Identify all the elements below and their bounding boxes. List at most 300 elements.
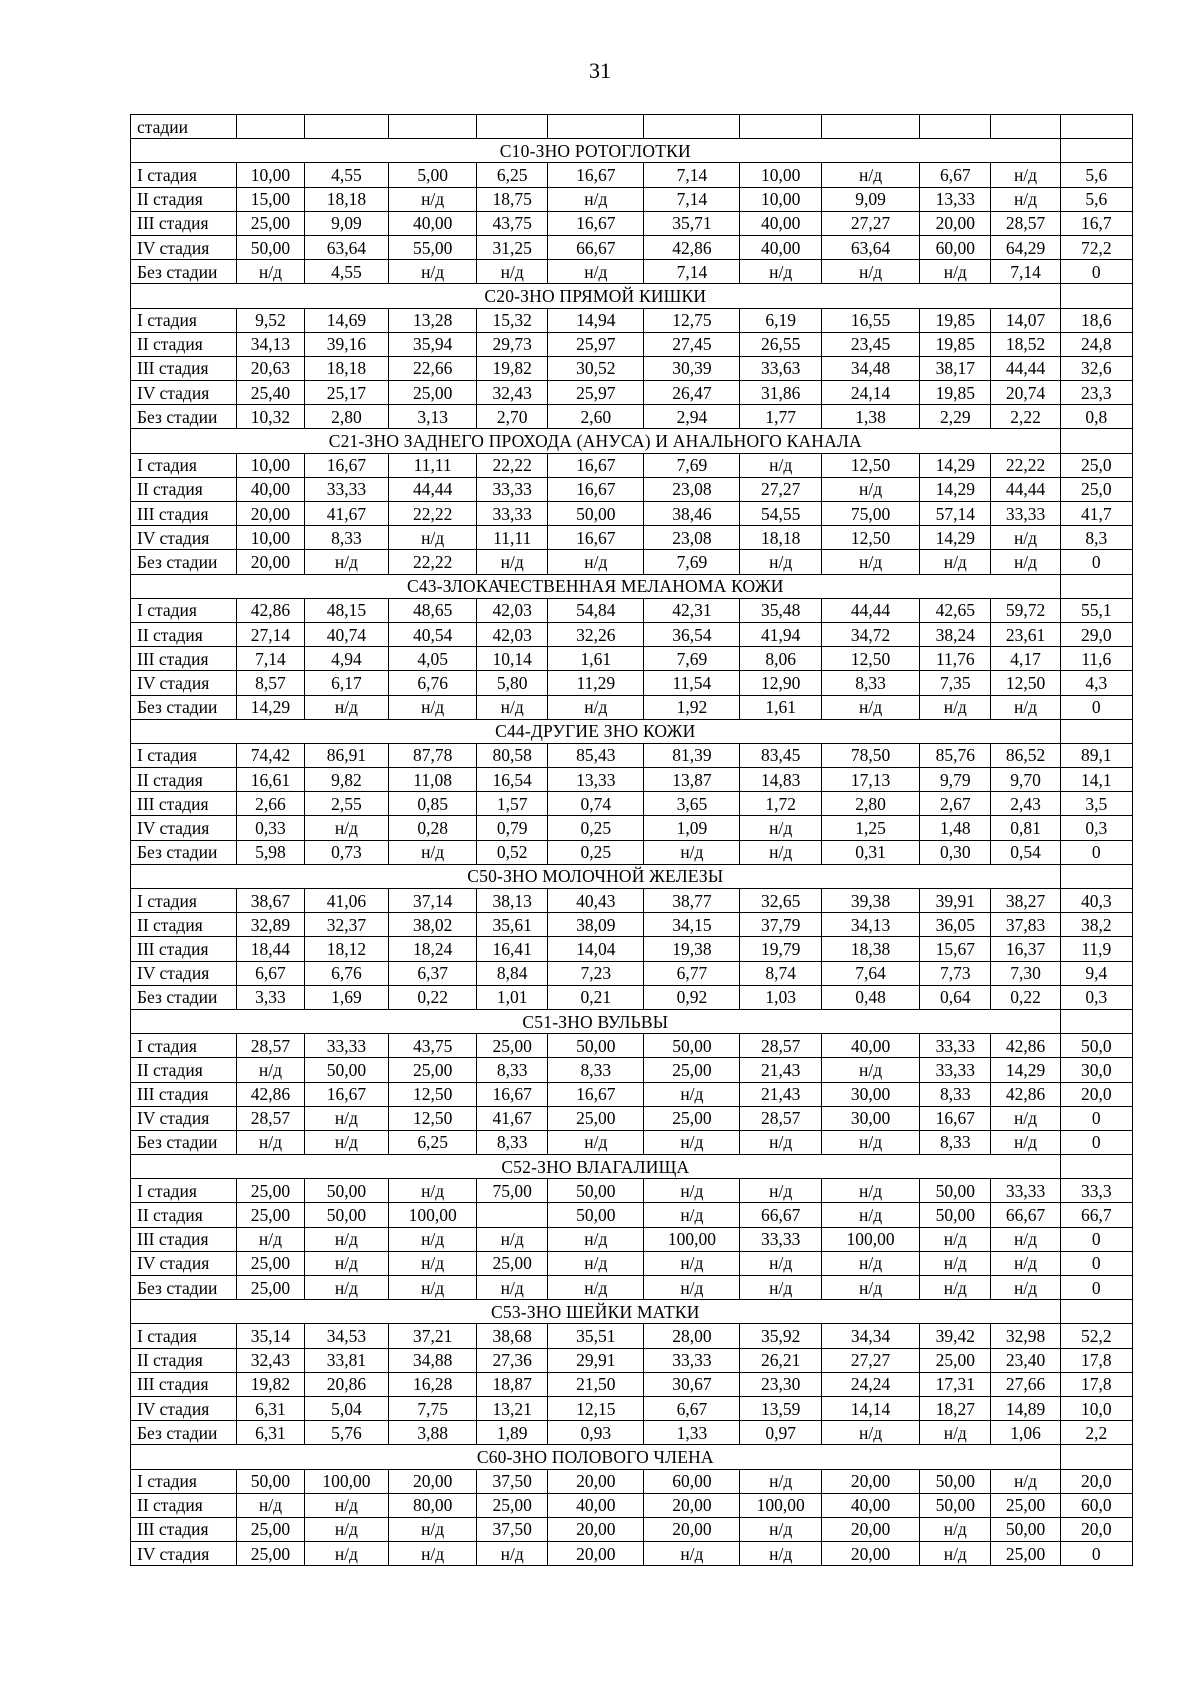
table-row [131,1493,1133,1517]
table-row [131,889,1133,913]
table-row [131,260,1133,284]
table-cell: 100,00 [822,1227,920,1251]
table-cell: 23,40 [991,1348,1060,1372]
table-cell: 8,33 [920,1082,991,1106]
table-cell: 25,0 [1060,477,1132,501]
table-cell: 27,45 [644,332,740,356]
table-cell: 7,14 [237,647,304,671]
table-cell: н/д [920,1517,991,1541]
table-cell: 0,28 [389,816,477,840]
table-cell: 14,04 [548,937,644,961]
table-cell: 1,48 [920,816,991,840]
table-cell: н/д [740,840,822,864]
table-cell: 43,75 [477,211,548,235]
table-cell: 40,54 [389,622,477,646]
table-cell: 42,65 [920,598,991,622]
table-row [131,405,1133,429]
table-row [131,187,1133,211]
row-label: стадии [131,115,237,139]
table-cell: 33,33 [304,477,389,501]
table-cell: н/д [389,1251,477,1275]
table-cell: 22,22 [991,453,1060,477]
row-label: II стадия [131,187,237,211]
table-cell: 39,91 [920,889,991,913]
row-label: IV стадия [131,816,237,840]
table-cell: 35,94 [389,332,477,356]
table-cell: 4,55 [304,260,389,284]
table-cell: 33,63 [740,356,822,380]
table-cell: 31,86 [740,381,822,405]
table-cell: 38,77 [644,889,740,913]
table-cell: 8,57 [237,671,304,695]
table-cell: 33,33 [740,1227,822,1251]
table-cell: 14,14 [822,1396,920,1420]
table-cell: 13,33 [920,187,991,211]
table-cell: 13,21 [477,1396,548,1420]
table-cell: 22,66 [389,356,477,380]
table-cell: 24,8 [1060,332,1132,356]
table-cell: 12,15 [548,1396,644,1420]
table-cell: 42,86 [644,235,740,259]
table-cell: 20,00 [548,1542,644,1566]
row-label: IV стадия [131,1106,237,1130]
table-cell: н/д [548,187,644,211]
table-cell: 11,11 [389,453,477,477]
table-cell: 23,3 [1060,381,1132,405]
table-cell: 12,75 [644,308,740,332]
table-cell: 85,76 [920,743,991,767]
table-row [131,477,1133,501]
table-cell: 8,33 [920,1130,991,1154]
table-cell: 42,86 [991,1082,1060,1106]
table-cell: 50,00 [920,1179,991,1203]
table-cell: 100,00 [304,1469,389,1493]
table-cell: 20,00 [920,211,991,235]
table-cell: 40,74 [304,622,389,646]
table-row [131,622,1133,646]
table-cell: 23,61 [991,622,1060,646]
table-cell: 41,67 [304,502,389,526]
table-cell: 37,79 [740,913,822,937]
table-cell: 28,57 [740,1034,822,1058]
table-cell: 34,48 [822,356,920,380]
table-cell: 10,00 [237,526,304,550]
table-cell: 18,44 [237,937,304,961]
table-cell: 33,33 [991,1179,1060,1203]
table-cell: 16,67 [304,453,389,477]
table-cell: 14,69 [304,308,389,332]
table-cell: 22,22 [389,550,477,574]
section-header-row [131,864,1133,888]
table-cell: 3,5 [1060,792,1132,816]
table-cell: 16,67 [548,453,644,477]
table-cell: 6,25 [477,163,548,187]
table-row [131,356,1133,380]
table-cell: 25,40 [237,381,304,405]
table-cell: 38,68 [477,1324,548,1348]
table-cell: 32,65 [740,889,822,913]
table-cell: 50,00 [304,1179,389,1203]
table-cell: 14,83 [740,768,822,792]
table-cell: н/д [304,1130,389,1154]
table-cell: 50,00 [644,1034,740,1058]
table-cell: 20,00 [644,1493,740,1517]
table-cell: 16,67 [548,526,644,550]
table-row [131,381,1133,405]
table-cell: 25,00 [920,1348,991,1372]
section-header-row [131,574,1133,598]
table-cell: 0,93 [548,1421,644,1445]
table-cell: 35,51 [548,1324,644,1348]
table-cell: 9,4 [1060,961,1132,985]
table-cell: 12,50 [822,526,920,550]
table-cell: 0 [1060,1542,1132,1566]
table-cell: 6,31 [237,1421,304,1445]
row-label: I стадия [131,1469,237,1493]
table-row [131,1324,1133,1348]
table-cell: 12,50 [389,1082,477,1106]
table-cell: 50,00 [920,1203,991,1227]
table-cell: 50,00 [548,1203,644,1227]
table-cell: н/д [389,187,477,211]
table-cell: 0,64 [920,985,991,1009]
table-row [131,163,1133,187]
table-cell: 32,43 [477,381,548,405]
table-cell: 81,39 [644,743,740,767]
table-cell: н/д [548,1227,644,1251]
page-number: 31 [589,58,611,83]
table-cell: н/д [304,1276,389,1300]
table-cell: н/д [920,1276,991,1300]
table-cell: н/д [237,260,304,284]
table-row-continuation [131,115,1133,139]
table-cell: 85,43 [548,743,644,767]
table-cell: 17,31 [920,1372,991,1396]
row-label: II стадия [131,332,237,356]
table-cell: н/д [740,260,822,284]
table-cell: 33,81 [304,1348,389,1372]
table-cell [1060,1445,1132,1469]
table-cell: 8,33 [477,1130,548,1154]
table-body [131,115,1133,1566]
table-cell: 23,30 [740,1372,822,1396]
table-cell: 13,33 [548,768,644,792]
table-cell: н/д [304,695,389,719]
table-cell: 55,1 [1060,598,1132,622]
table-cell: 11,76 [920,647,991,671]
table-cell: н/д [548,1130,644,1154]
table-cell: 15,32 [477,308,548,332]
table-cell: 39,38 [822,889,920,913]
table-row [131,1227,1133,1251]
section-header-row [131,1155,1133,1179]
table-cell: 11,6 [1060,647,1132,671]
table-cell: 0,79 [477,816,548,840]
table-cell: 16,28 [389,1372,477,1396]
table-cell: 2,66 [237,792,304,816]
table-cell: 33,33 [304,1034,389,1058]
table-row [131,937,1133,961]
table-cell: 0,31 [822,840,920,864]
table-row [131,1082,1133,1106]
table-cell: 10,00 [237,163,304,187]
table-cell: 11,9 [1060,937,1132,961]
row-label: II стадия [131,477,237,501]
table-cell: 78,50 [822,743,920,767]
table-cell: 12,50 [991,671,1060,695]
table-cell: 34,88 [389,1348,477,1372]
table-cell: 10,00 [237,453,304,477]
row-label: II стадия [131,1058,237,1082]
table-cell: 28,57 [991,211,1060,235]
table-cell: 0 [1060,1106,1132,1130]
table-cell: 18,18 [304,356,389,380]
table-cell: 20,00 [389,1469,477,1493]
section-title: С51-ЗНО ВУЛЬВЫ [131,1009,1061,1033]
table-cell: 6,37 [389,961,477,985]
table-cell: 38,13 [477,889,548,913]
table-cell: 2,80 [822,792,920,816]
table-cell: н/д [991,187,1060,211]
row-label: I стадия [131,308,237,332]
table-cell: 16,67 [548,1082,644,1106]
table-cell: 1,89 [477,1421,548,1445]
row-label: III стадия [131,1517,237,1541]
table-cell: 0,33 [237,816,304,840]
table-row [131,671,1133,695]
table-cell: 16,67 [548,211,644,235]
table-cell: 10,14 [477,647,548,671]
table-cell: 20,00 [237,502,304,526]
table-cell: 38,67 [237,889,304,913]
table-cell: 8,33 [548,1058,644,1082]
table-row [131,308,1133,332]
table-cell: 40,43 [548,889,644,913]
stage-distribution-table [130,114,1133,1566]
table-cell: 18,6 [1060,308,1132,332]
table-cell: 60,00 [920,235,991,259]
table-cell: 8,84 [477,961,548,985]
table-cell: 7,23 [548,961,644,985]
table-cell: 13,28 [389,308,477,332]
table-row [131,550,1133,574]
table-cell: н/д [740,816,822,840]
table-cell: н/д [389,695,477,719]
table-cell: н/д [740,1542,822,1566]
table-cell: 9,09 [304,211,389,235]
table-cell: н/д [477,1542,548,1566]
table-cell: 44,44 [991,477,1060,501]
table-cell [1060,115,1132,139]
table-row [131,526,1133,550]
table-cell: 7,35 [920,671,991,695]
table-cell: 25,17 [304,381,389,405]
table-cell: 87,78 [389,743,477,767]
table-cell: 7,14 [644,187,740,211]
table-cell: 18,52 [991,332,1060,356]
table-cell: 0,73 [304,840,389,864]
table-cell: 8,33 [822,671,920,695]
table-cell: 6,77 [644,961,740,985]
table-row [131,211,1133,235]
table-cell: 1,38 [822,405,920,429]
table-cell: 14,94 [548,308,644,332]
table-cell: н/д [477,550,548,574]
table-cell [1060,429,1132,453]
row-label: I стадия [131,743,237,767]
table-cell: н/д [304,1251,389,1275]
table-cell: 8,3 [1060,526,1132,550]
row-label: IV стадия [131,671,237,695]
table-row [131,1130,1133,1154]
table-cell: 40,00 [740,235,822,259]
table-cell: 66,7 [1060,1203,1132,1227]
table-cell: 33,33 [920,1034,991,1058]
table-cell [1060,139,1132,163]
table-cell: 63,64 [304,235,389,259]
table-cell: 44,44 [389,477,477,501]
table-cell: н/д [822,550,920,574]
table-cell: 40,00 [822,1034,920,1058]
table-cell: 0 [1060,550,1132,574]
table-cell: 8,33 [477,1058,548,1082]
row-label: III стадия [131,647,237,671]
table-cell: 28,57 [237,1106,304,1130]
table-cell: 11,11 [477,526,548,550]
section-title: С20-ЗНО ПРЯМОЙ КИШКИ [131,284,1061,308]
table-cell: 24,24 [822,1372,920,1396]
table-cell: 89,1 [1060,743,1132,767]
table-cell: н/д [237,1227,304,1251]
table-cell: 38,27 [991,889,1060,913]
table-cell: 20,00 [822,1469,920,1493]
table-cell: 18,18 [304,187,389,211]
table-cell: н/д [644,1203,740,1227]
table-cell: 55,00 [389,235,477,259]
table-cell: 100,00 [644,1227,740,1251]
table-cell: н/д [740,1276,822,1300]
table-cell: 32,89 [237,913,304,937]
table-cell: н/д [740,1251,822,1275]
table-cell: н/д [304,550,389,574]
table-cell: 25,00 [237,1179,304,1203]
table-cell: 1,61 [548,647,644,671]
table-cell: 0,97 [740,1421,822,1445]
table-cell: 7,30 [991,961,1060,985]
section-title: С50-ЗНО МОЛОЧНОЙ ЖЕЛЕЗЫ [131,864,1061,888]
table-cell: 25,00 [237,1542,304,1566]
table-cell: 31,25 [477,235,548,259]
table-cell: 0,92 [644,985,740,1009]
row-label: Без стадии [131,550,237,574]
row-label: III стадия [131,502,237,526]
table-cell: 32,26 [548,622,644,646]
table-cell: 8,06 [740,647,822,671]
table-cell: 0,52 [477,840,548,864]
table-cell: 2,22 [991,405,1060,429]
table-cell: 27,66 [991,1372,1060,1396]
table-cell: 16,67 [548,477,644,501]
table-cell: н/д [644,1251,740,1275]
table-cell: 16,61 [237,768,304,792]
table-cell: 25,00 [477,1251,548,1275]
table-cell: 4,17 [991,647,1060,671]
table-cell: 50,00 [920,1493,991,1517]
table-cell: н/д [237,1130,304,1154]
table-cell: 26,21 [740,1348,822,1372]
table-cell: 50,00 [920,1469,991,1493]
table-cell: н/д [920,550,991,574]
table-cell: 16,67 [304,1082,389,1106]
table-cell: 0,3 [1060,985,1132,1009]
row-label: III стадия [131,356,237,380]
table-cell: 30,39 [644,356,740,380]
table-cell: 0 [1060,1130,1132,1154]
table-cell: 48,65 [389,598,477,622]
table-cell: 9,09 [822,187,920,211]
table-cell: 3,65 [644,792,740,816]
table-cell [1060,719,1132,743]
table-cell: 30,52 [548,356,644,380]
table-cell: н/д [389,1179,477,1203]
section-header-row [131,719,1133,743]
table-cell: 1,61 [740,695,822,719]
table-cell: 100,00 [389,1203,477,1227]
table-cell: н/д [822,1276,920,1300]
table-cell: 54,84 [548,598,644,622]
table-cell: 7,14 [991,260,1060,284]
table-cell: 32,6 [1060,356,1132,380]
table-row [131,840,1133,864]
table-cell: 2,55 [304,792,389,816]
table-row [131,1058,1133,1082]
table-cell: н/д [644,1542,740,1566]
table-cell: 5,98 [237,840,304,864]
table-cell: 33,33 [477,477,548,501]
table-cell: 66,67 [740,1203,822,1227]
table-cell: 34,34 [822,1324,920,1348]
table-cell: 37,21 [389,1324,477,1348]
table-row [131,913,1133,937]
table-cell: 1,57 [477,792,548,816]
table-cell: 32,37 [304,913,389,937]
table-cell: 34,13 [237,332,304,356]
table-cell: н/д [991,1227,1060,1251]
table-cell: 33,33 [477,502,548,526]
table-cell: 25,00 [644,1106,740,1130]
table-cell: 32,43 [237,1348,304,1372]
table-cell: н/д [920,1542,991,1566]
table-cell: 9,52 [237,308,304,332]
table-cell: 44,44 [991,356,1060,380]
row-label: II стадия [131,913,237,937]
table-cell: н/д [548,1276,644,1300]
table-cell: 0,74 [548,792,644,816]
table-cell: 6,19 [740,308,822,332]
table-cell: 38,2 [1060,913,1132,937]
table-cell: 64,29 [991,235,1060,259]
table-cell: 13,59 [740,1396,822,1420]
table-cell: 20,00 [548,1469,644,1493]
table-cell: 0,85 [389,792,477,816]
table-cell: 25,00 [237,1251,304,1275]
table-row [131,1251,1133,1275]
table-cell: 25,00 [389,381,477,405]
table-cell: 66,67 [991,1203,1060,1227]
table-cell: 20,00 [644,1517,740,1541]
table-cell: 14,29 [920,453,991,477]
table-cell: 40,00 [822,1493,920,1517]
